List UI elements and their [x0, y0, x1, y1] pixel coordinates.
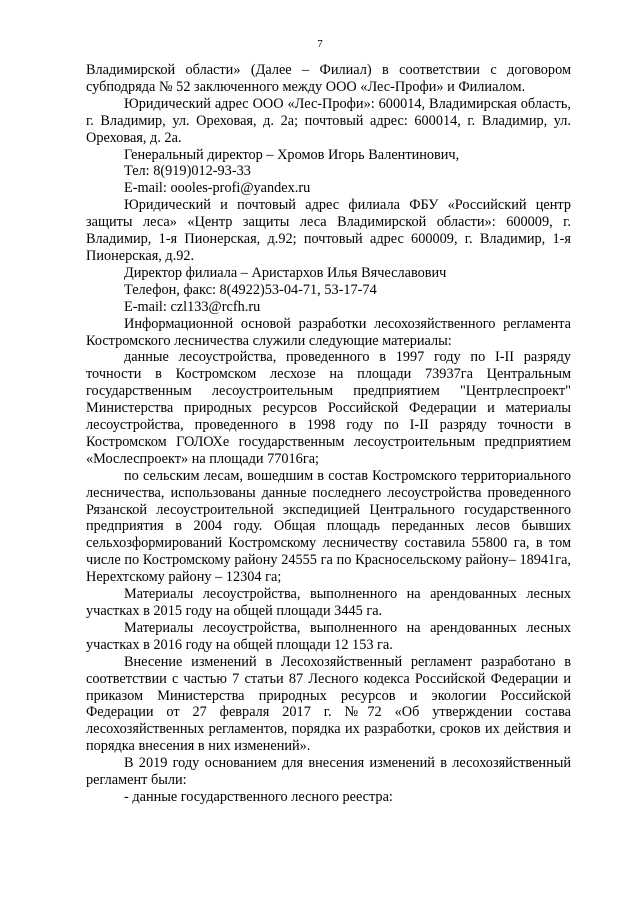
paragraph-les-profi-address: Юридический адрес ООО «Лес-Профи»: 600014, Владимирская область, г. Владимир, ул. Ореховая, д. 2а; почтовый адрес: 600014, г. Владимир, ул. Ореховая, д. 2а.	[86, 95, 571, 146]
paragraph-forest-inventory-1997-1998: данные лесоустройства, проведенного в 1997 году по I-II разряду точности в Костромском лесхозе на площади 73937га Центральным государственным лесоустроительным предприятием "Центрлеспроект" Министерства природных ресурсов Российской Федерации и материалы лесоустройства, проведенного в 1998 году по I-II разряду точности в Костромском ГОЛОХе государственным лесоустроительным предприятием «Мослеспроект» на площади 77016га;	[86, 349, 571, 467]
paragraph-email-les-profi: E-mail: oooles-profi@yandex.ru	[124, 180, 311, 197]
paragraph-contract-reference: Владимирской области» (Далее – Филиал) в соответствии с договором субподряда № 52 заключенного между ООО «Лес-Профи» и Филиалом.	[86, 62, 571, 95]
paragraph-rural-forests: по сельским лесам, вошедшим в состав Костромского территориального лесничества, использованы данные последнего лесоустройства проведенного Рязанской лесоустроительной экспедицией Центрального государственного предприятия в 2004 году. Общая площадь переданных лесов бывших сельхозформирований Костромскому лесничеству составила 55800 га, в том числе по Костромскому району 24555 га по Красносельскому району– 18941га, Нерехтскому району – 12304 га;	[86, 467, 571, 586]
paragraph-inventory-2015: Материалы лесоустройства, выполненного на арендованных лесных участках в 2015 году на общей площади 3445 га.	[86, 586, 571, 619]
paragraph-branch-email: E-mail: czl133@rcfh.ru	[124, 298, 261, 315]
paragraph-phone: Тел: 8(919)012-93-33	[124, 163, 251, 180]
page-number: 7	[317, 38, 323, 50]
paragraph-regulation-changes: Внесение изменений в Лесохозяйственный регламент разработано в соответствии с частью 7 статьи 87 Лесного кодекса Российской Федерации и приказом Министерства природных ресурсов и экологии Российской Федерации от 27 февраля 2017 г. №72 «Об утверждении состава лесохозяйственных регламентов, порядка их разработки, сроков их действия и порядка внесения в них изменений».	[86, 653, 571, 755]
paragraph-general-director: Генеральный директор – Хромов Игорь Валентинович,	[124, 146, 460, 163]
paragraph-state-forest-registry: - данные государственного лесного реестра:	[124, 788, 393, 805]
paragraph-information-basis: Информационной основой разработки лесохозяйственного регламента Костромского лесничества служили следующие материалы:	[86, 315, 571, 349]
paragraph-branch-address: Юридический и почтовый адрес филиала ФБУ «Российский центр защиты леса» «Центр защиты леса Владимирской области»: 600009, г. Владимир, 1-я Пионерская, д.92; почтовый адрес 600009, г. Владимир, 1-я Пионерская, д.92.	[86, 197, 571, 264]
page-body	[86, 62, 571, 806]
paragraph-grounds-2019: В 2019 году основанием для внесения изменений в лесохозяйственный регламент были:	[86, 755, 571, 789]
paragraph-branch-phone-fax: Телефон, факс: 8(4922)53-04-71, 53-17-74	[124, 281, 377, 298]
paragraph-branch-director: Директор филиала – Аристархов Илья Вячеславович	[124, 264, 447, 281]
paragraph-inventory-2016: Материалы лесоустройства, выполненного на арендованных лесных участках в 2016 году на общей площади 12 153 га.	[86, 619, 571, 653]
